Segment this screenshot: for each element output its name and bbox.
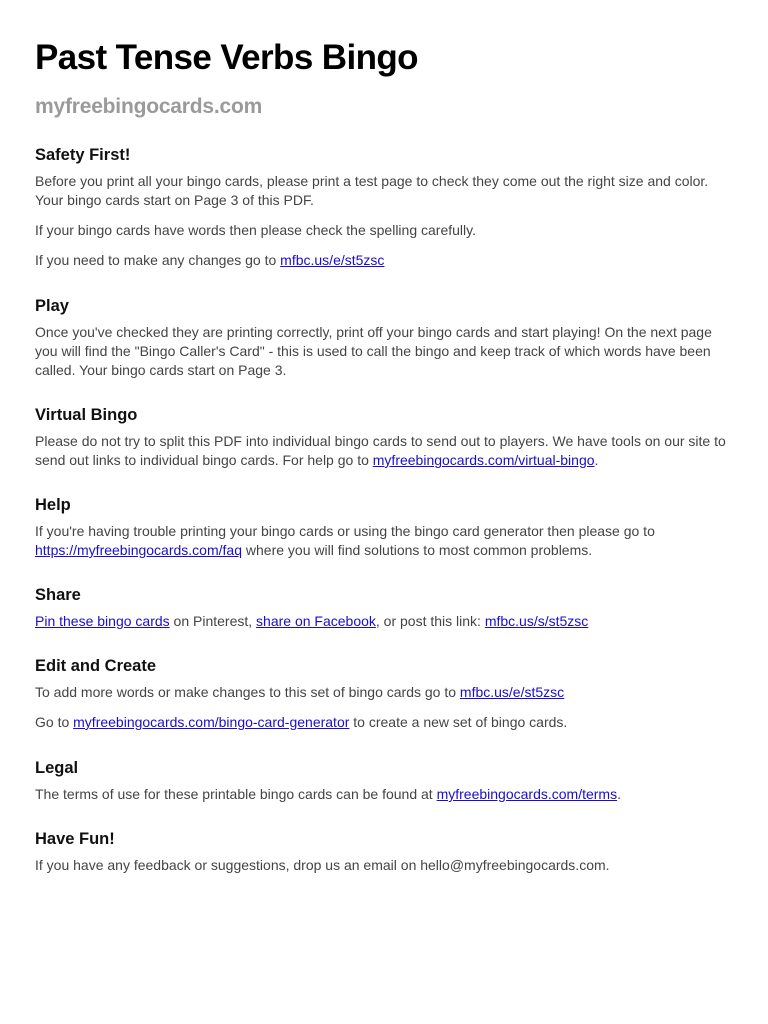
virtual-p1-line1: Please do not try to split this PDF into individual bingo cards to send out to players. We have tools on our site to [35, 433, 726, 449]
share-text-1: on Pinterest, [169, 613, 257, 629]
safety-p1-line1: Before you print all your bingo cards, please print a test page to check they come out the right size and color. [35, 173, 709, 189]
section-help [35, 494, 732, 560]
section-have-fun [35, 828, 732, 875]
edit-p1-text: To add more words or make changes to this set of bingo cards go to [35, 684, 460, 700]
facebook-share-link[interactable]: share on Facebook [256, 613, 376, 629]
section-heading-legal: Legal [35, 759, 79, 777]
section-heading-share: Share [35, 586, 81, 604]
edit-paragraph-2 [35, 713, 732, 732]
share-text-2: , or post this link: [375, 613, 485, 629]
section-legal [35, 757, 732, 804]
pinterest-link[interactable]: Pin these bingo cards [35, 613, 170, 629]
edit-p2-text: Go to [35, 714, 74, 730]
play-paragraph-1 [35, 323, 732, 380]
section-edit-create [35, 655, 732, 732]
fun-paragraph-1: If you have any feedback or suggestions, drop us an email on hello@myfreebingocards.com. [35, 857, 610, 873]
legal-paragraph-1 [35, 785, 732, 804]
help-p1-line1: If you're having trouble printing your bingo cards or using the bingo card generator then please go to [35, 523, 655, 539]
edit-link[interactable]: mfbc.us/e/st5zsc [280, 252, 385, 268]
help-p1-rest: where you will find solutions to most common problems. [242, 542, 593, 558]
share-short-link[interactable]: mfbc.us/s/st5zsc [484, 613, 589, 629]
edit-p2-rest: to create a new set of bingo cards. [349, 714, 568, 730]
terms-link[interactable]: myfreebingocards.com/terms [436, 786, 618, 802]
section-heading-edit-create: Edit and Create [35, 657, 157, 675]
edit-paragraph-1 [35, 683, 732, 702]
section-virtual-bingo [35, 404, 732, 470]
play-p1-line3: called. Your bingo cards start on Page 3. [35, 362, 287, 378]
help-paragraph-1 [35, 522, 732, 560]
edit-set-link[interactable]: mfbc.us/e/st5zsc [459, 684, 565, 700]
virtual-bingo-link[interactable]: myfreebingocards.com/virtual-bingo [372, 452, 595, 468]
safety-p1-line2: Your bingo cards start on Page 3 of this PDF. [35, 192, 314, 208]
virtual-p1-line2: send out links to individual bingo cards. For help go to [35, 452, 373, 468]
legal-p1-end: . [617, 786, 621, 802]
page-title: Past Tense Verbs Bingo [35, 38, 418, 77]
safety-paragraph-2: If your bingo cards have words then please check the spelling carefully. [35, 222, 476, 238]
play-p1-line2: you will find the "Bingo Caller's Card" - this is used to call the bingo and keep track of which words have been [35, 343, 711, 359]
play-p1-line1: Once you've checked they are printing correctly, print off your bingo cards and start playing! On the next page [35, 324, 712, 340]
share-paragraph-1 [35, 612, 732, 631]
section-heading-have-fun: Have Fun! [35, 830, 115, 848]
section-play [35, 295, 732, 380]
faq-link[interactable]: https://myfreebingocards.com/faq [35, 542, 242, 558]
site-name: myfreebingocards.com [35, 95, 263, 118]
section-heading-virtual-bingo: Virtual Bingo [35, 406, 138, 424]
safety-p3-text: If you need to make any changes go to [35, 252, 281, 268]
section-heading-help: Help [35, 496, 71, 514]
legal-p1-text: The terms of use for these printable bingo cards can be found at [35, 786, 437, 802]
section-safety [35, 144, 732, 270]
section-heading-safety: Safety First! [35, 146, 131, 164]
virtual-p1-end: . [594, 452, 599, 468]
section-share [35, 584, 732, 631]
virtual-paragraph-1 [35, 432, 732, 470]
safety-paragraph-3 [35, 251, 732, 270]
section-heading-play: Play [35, 297, 69, 315]
generator-link[interactable]: myfreebingocards.com/bingo-card-generator [73, 714, 350, 730]
safety-paragraph-1 [35, 172, 732, 210]
